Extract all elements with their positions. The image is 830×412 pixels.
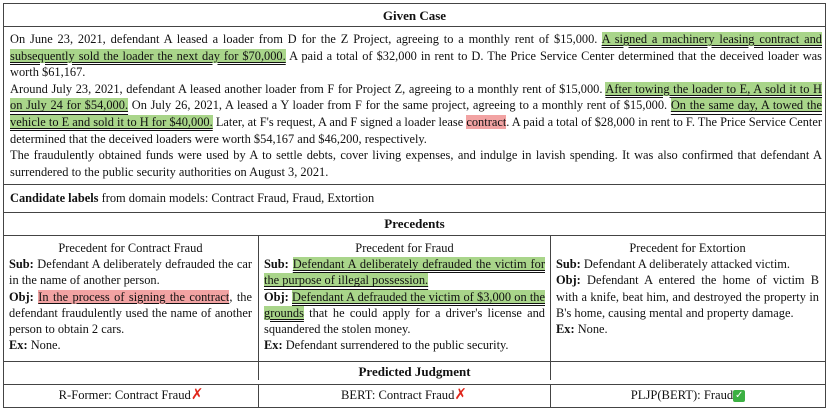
highlight-span: On the same day, A towed the vehicle to E and sold it to H for $40,000. (10, 98, 822, 129)
ex-label: Ex: (556, 322, 575, 337)
ex-label: Ex: (264, 338, 283, 353)
case-text-span: . A paid a total of $28,000 in rent to F. The Price Service Center determined that the deceived loaders were worth $54,167 and $46,200, respectively. (10, 114, 822, 146)
sub-label: Sub: (9, 257, 34, 272)
divider (258, 235, 259, 380)
prediction-bert (258, 385, 550, 403)
precedent-extra (264, 337, 545, 353)
precedent-subjective (556, 256, 819, 272)
prediction-text: BERT: Contract Fraud (341, 388, 455, 402)
highlight-span: In the process of signing the contract (38, 289, 230, 304)
divider (4, 384, 825, 385)
precedent-text-span: , the defendant fraudulently used the name of another person to obtain 2 cars. (9, 289, 252, 337)
highlight-span: Defendant A deliberately defrauded the victim for the purpose of illegal possession. (264, 257, 545, 288)
divider (4, 361, 825, 362)
precedent-objective (556, 272, 819, 321)
highlight-span: A signed a machinery leasing contract and subsequently sold the loader the next day for $70,000. (10, 32, 822, 63)
case-text-span: On July 26, 2021, A leased a Y loader from F for the same project, agreeing to a monthly rent of $15,000. (128, 98, 671, 113)
precedent-objective (9, 289, 252, 338)
candidate-labels-text: from domain models: Contract Fraud, Fraud, Extortion (98, 191, 375, 205)
highlight-span: contract (466, 114, 507, 129)
precedent-extortion (556, 240, 819, 337)
precedent-text-span: Defendant A entered the home of victim B with a knife, beat him, and destroyed the property in B's home, causing mental and property damage. (556, 273, 819, 320)
case-text (10, 31, 822, 180)
obj-label: Obj: (9, 289, 34, 304)
case-text-span: Around July 23, 2021, defendant A leased another loader from F for Project Z, agreeing to a monthly rent of $15,000. (10, 81, 606, 96)
sub-label: Sub: (264, 257, 289, 272)
precedent-subjective (9, 256, 252, 288)
candidate-labels (10, 191, 374, 206)
precedent-contract-fraud (9, 240, 252, 353)
highlight-span: After towing the loader to E, A sold it to H on July 24 for $54,000. (10, 81, 822, 113)
obj-label: Obj: (556, 273, 581, 288)
ex-label: Ex: (9, 338, 28, 353)
divider (4, 184, 825, 185)
precedent-text-span: None. (574, 322, 608, 337)
precedent-text-span: Defendant A deliberately defrauded the car in the name of another person. (9, 257, 252, 288)
precedent-fraud (264, 240, 545, 353)
case-paragraph-3: The fraudulently obtained funds were used by A to settle debts, cover living expenses, and indulge in lavish spending. It was also confirmed that defendant A surrendered to the public security authorities on August 3, 2021. (10, 148, 822, 179)
case-text-span: Later, at F's request, A and F signed a loader lease (212, 114, 467, 129)
precedent-title: Precedent for Extortion (629, 241, 746, 255)
case-text-span: A paid a total of $32,000 in rent to D. The Price Service Center determined that the deceived loader was worth $61,167. (10, 48, 822, 80)
given-case-title: Given Case (382, 8, 447, 23)
precedent-text-span: Defendant A deliberately attacked victim. (580, 257, 790, 272)
prediction-r-former (4, 385, 258, 403)
prediction-text: PLJP(BERT): Fraud (630, 388, 734, 402)
precedent-objective (264, 289, 545, 338)
divider (4, 212, 825, 213)
obj-label: Obj: (264, 289, 289, 304)
precedents-title: Precedents (384, 216, 445, 231)
precedent-text-span: Defendant surrendered to the public security. (282, 338, 509, 353)
case-table (3, 3, 826, 408)
precedent-title: Precedent for Contract Fraud (58, 241, 203, 255)
candidate-labels-heading: Candidate labels (10, 191, 99, 205)
precedent-text-span: that he could apply for a driver's license and squandered the stolen money. (264, 305, 545, 337)
precedent-extra (556, 321, 819, 337)
precedent-extra (9, 337, 252, 353)
cross-icon: ✗ (454, 385, 467, 403)
highlight-span: Defendant A defrauded the victim of $3,000 on the grounds (264, 289, 545, 320)
case-paragraph-1 (10, 31, 822, 81)
precedent-subjective (264, 256, 545, 288)
divider (4, 26, 825, 27)
prediction-text: R-Former: Contract Fraud (58, 388, 191, 402)
precedent-title: Precedent for Fraud (355, 241, 454, 255)
check-icon: ✓ (735, 390, 744, 401)
case-text-span: On June 23, 2021, defendant A leased a loader from D for the Z Project, agreeing to a monthly rent of $15,000. (10, 32, 602, 46)
precedent-text-span: None. (27, 338, 61, 353)
cross-icon: ✗ (190, 385, 204, 403)
prediction-pljp (550, 388, 826, 403)
sub-label: Sub: (556, 257, 581, 272)
divider (550, 235, 551, 380)
predicted-judgment-title: Predicted Judgment (358, 364, 471, 379)
case-paragraph-2 (10, 81, 822, 147)
divider (4, 235, 825, 236)
